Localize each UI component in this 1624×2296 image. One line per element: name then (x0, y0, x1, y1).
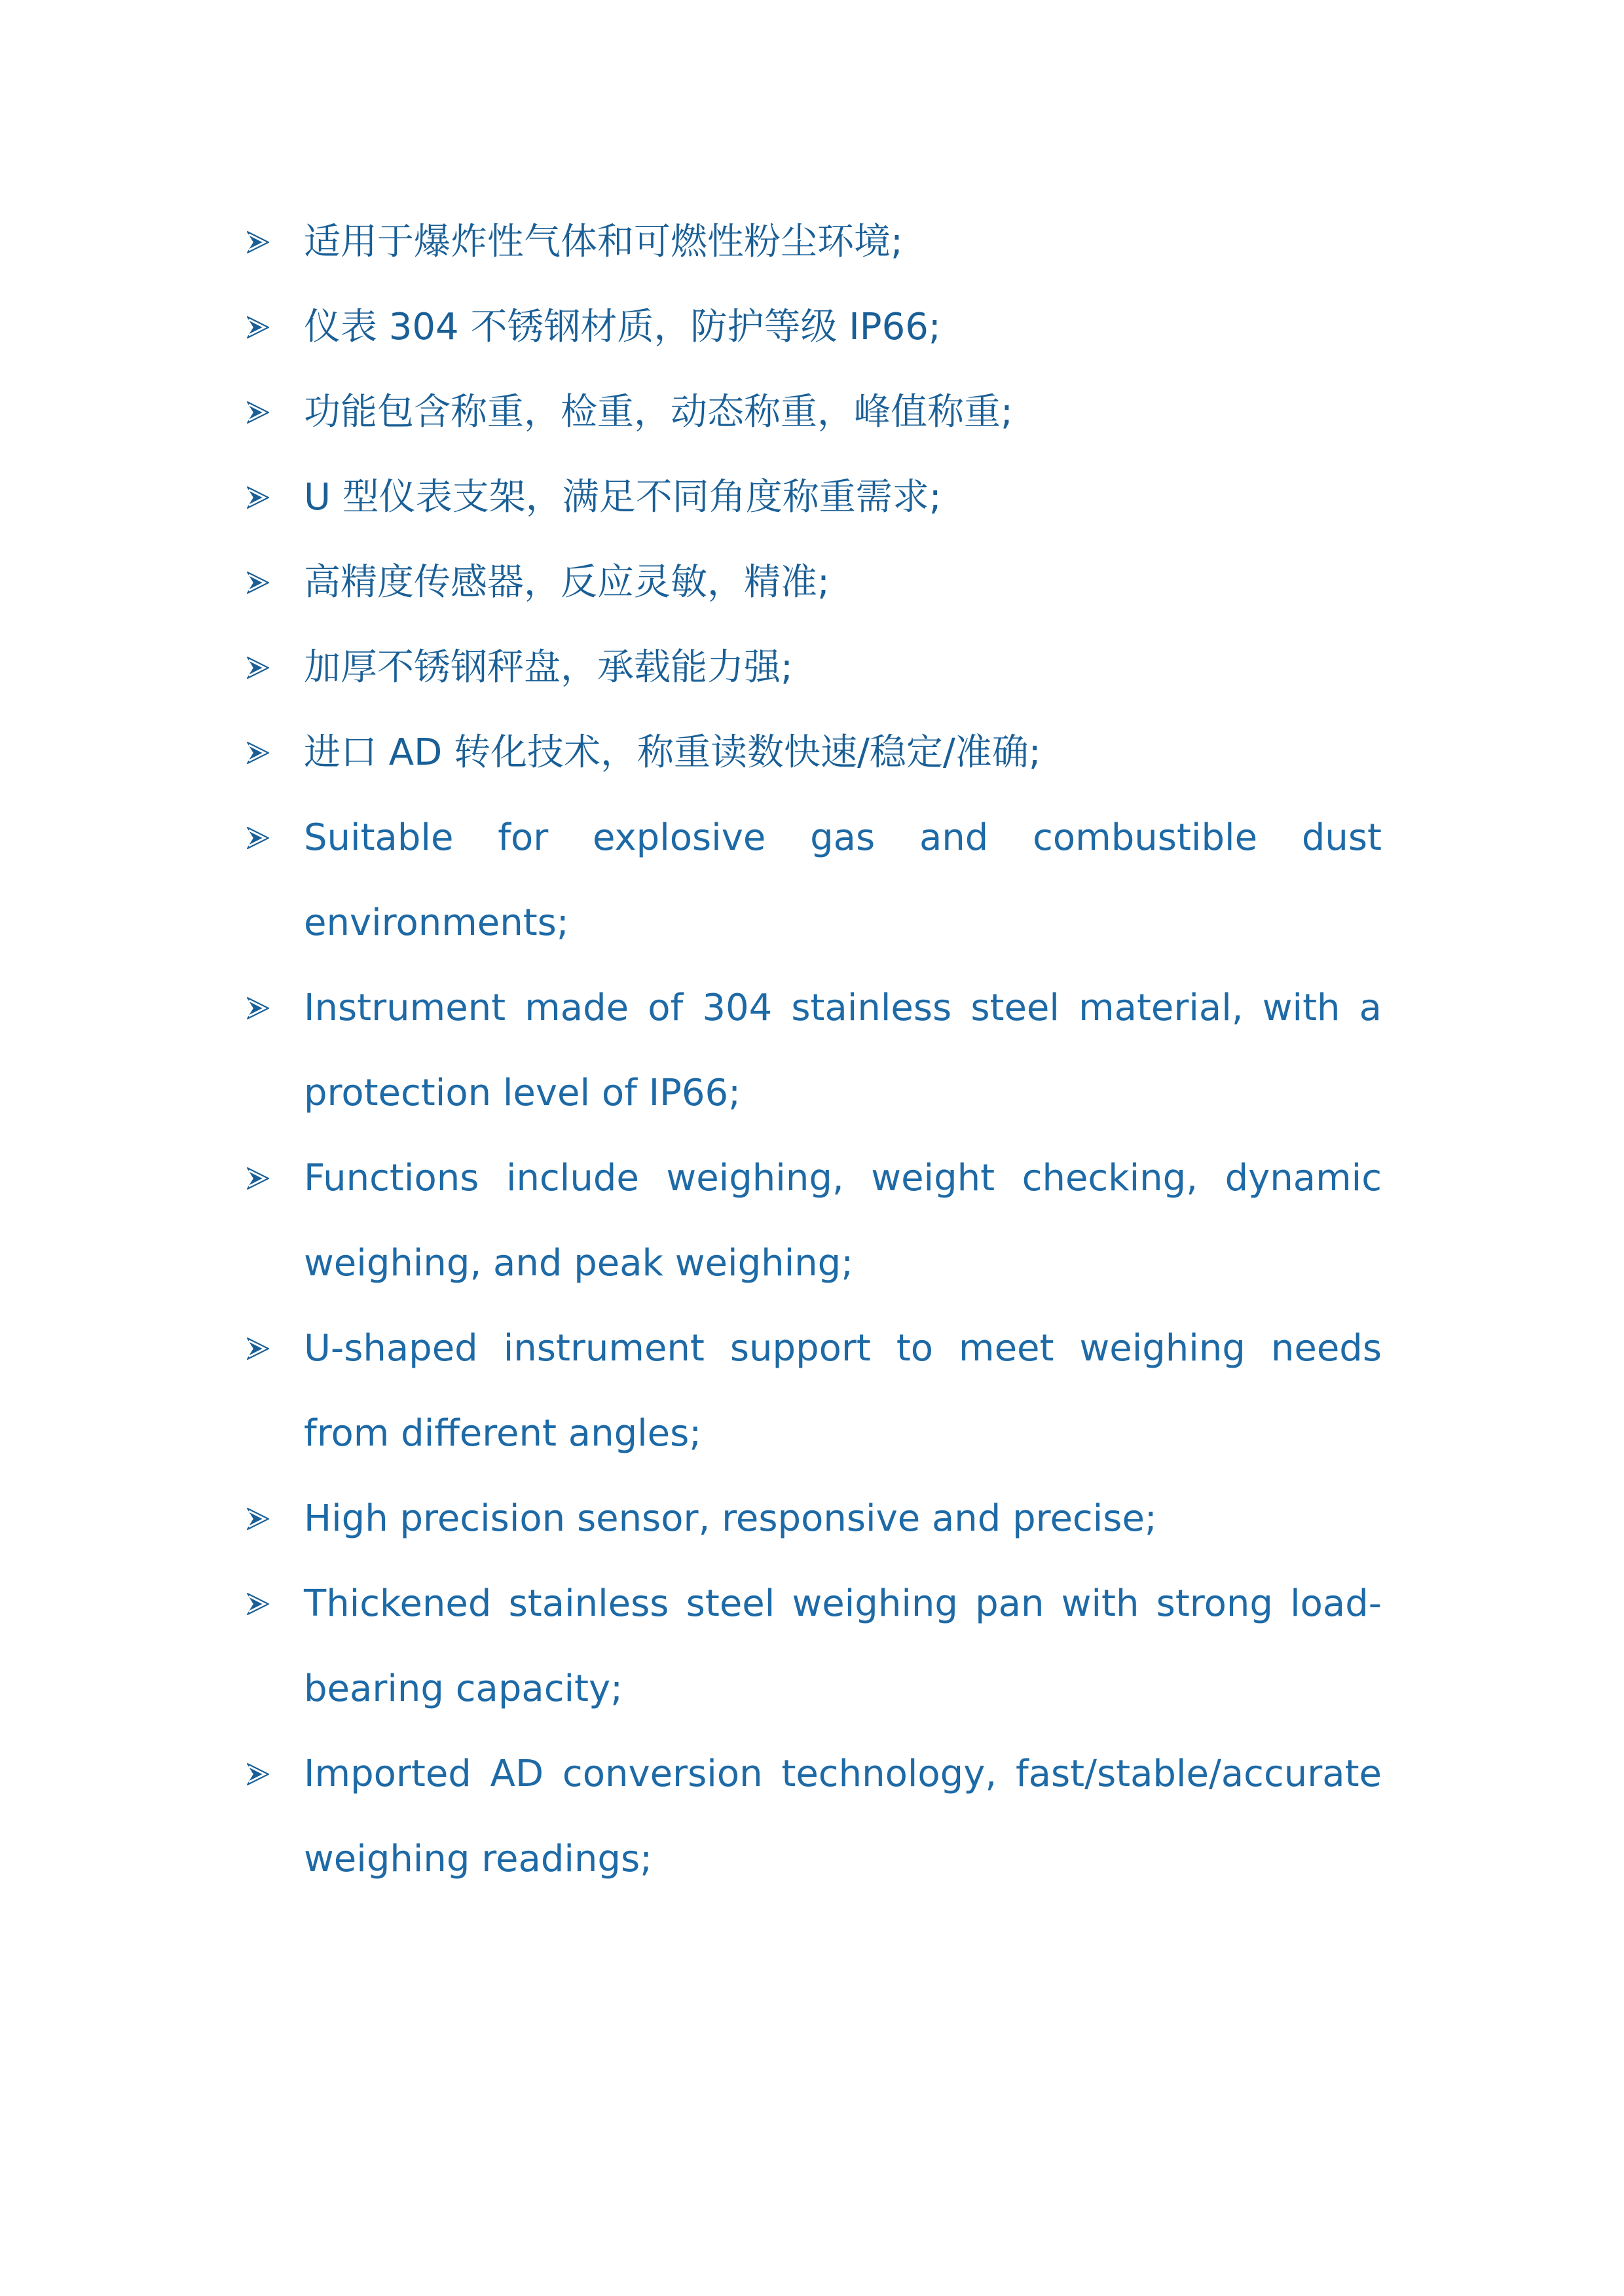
arrowhead-bullet-icon (245, 1167, 270, 1190)
list-item-text: 功能包含称重，检重，动态称重，峰值称重; (304, 391, 1013, 433)
list-item-text: U-shaped instrument support to meet weighing needs from different angles; (304, 1327, 1382, 1455)
list-item-text: Thickened stainless steel weighing pan with strong load-bearing capacity; (304, 1582, 1382, 1710)
list-item (242, 1732, 1382, 1902)
list-item-text: 加厚不锈钢秤盘，承载能力强; (304, 646, 793, 689)
arrowhead-bullet-icon (245, 741, 270, 765)
list-item (242, 540, 1382, 625)
arrowhead-bullet-icon (245, 1592, 270, 1616)
arrowhead-bullet-icon (245, 230, 270, 254)
arrowhead-bullet-icon (245, 826, 270, 850)
list-item (242, 625, 1382, 710)
arrowhead-bullet-icon (245, 996, 270, 1020)
arrowhead-bullet-icon (245, 1762, 270, 1786)
list-item (242, 1306, 1382, 1476)
list-item (242, 455, 1382, 540)
list-item (242, 966, 1382, 1136)
feature-bullet-list (242, 200, 1382, 1902)
list-item (242, 795, 1382, 966)
list-item (242, 200, 1382, 285)
arrowhead-bullet-icon (245, 571, 270, 594)
list-item-text: Functions include weighing, weight checking, dynamic weighing, and peak weighing; (304, 1157, 1382, 1285)
list-item (242, 1136, 1382, 1306)
list-item (242, 710, 1382, 795)
list-item-text: Instrument made of 304 stainless steel material, with a protection level of IP66; (304, 987, 1382, 1114)
list-item-text: 仪表 304 不锈钢材质，防护等级 IP66; (304, 306, 941, 348)
list-item (242, 370, 1382, 455)
arrowhead-bullet-icon (245, 656, 270, 680)
list-item-text: Imported AD conversion technology, fast/stable/accurate weighing readings; (304, 1753, 1382, 1880)
list-item-text: High precision sensor, responsive and precise; (304, 1497, 1157, 1540)
arrowhead-bullet-icon (245, 1337, 270, 1360)
list-item-text: Suitable for explosive gas and combustible dust environments; (304, 816, 1382, 944)
list-item (242, 1561, 1382, 1732)
list-item (242, 1476, 1382, 1561)
arrowhead-bullet-icon (245, 316, 270, 339)
arrowhead-bullet-icon (245, 1507, 270, 1531)
list-item (242, 285, 1382, 370)
list-item-text: 进口 AD 转化技术，称重读数快速/稳定/准确; (304, 731, 1041, 774)
list-item-text: 适用于爆炸性气体和可燃性粉尘环境; (304, 221, 903, 263)
list-item-text: 高精度传感器，反应灵敏，精准; (304, 561, 830, 604)
arrowhead-bullet-icon (245, 486, 270, 509)
arrowhead-bullet-icon (245, 401, 270, 424)
list-item-text: U 型仪表支架，满足不同角度称重需求; (304, 476, 942, 519)
